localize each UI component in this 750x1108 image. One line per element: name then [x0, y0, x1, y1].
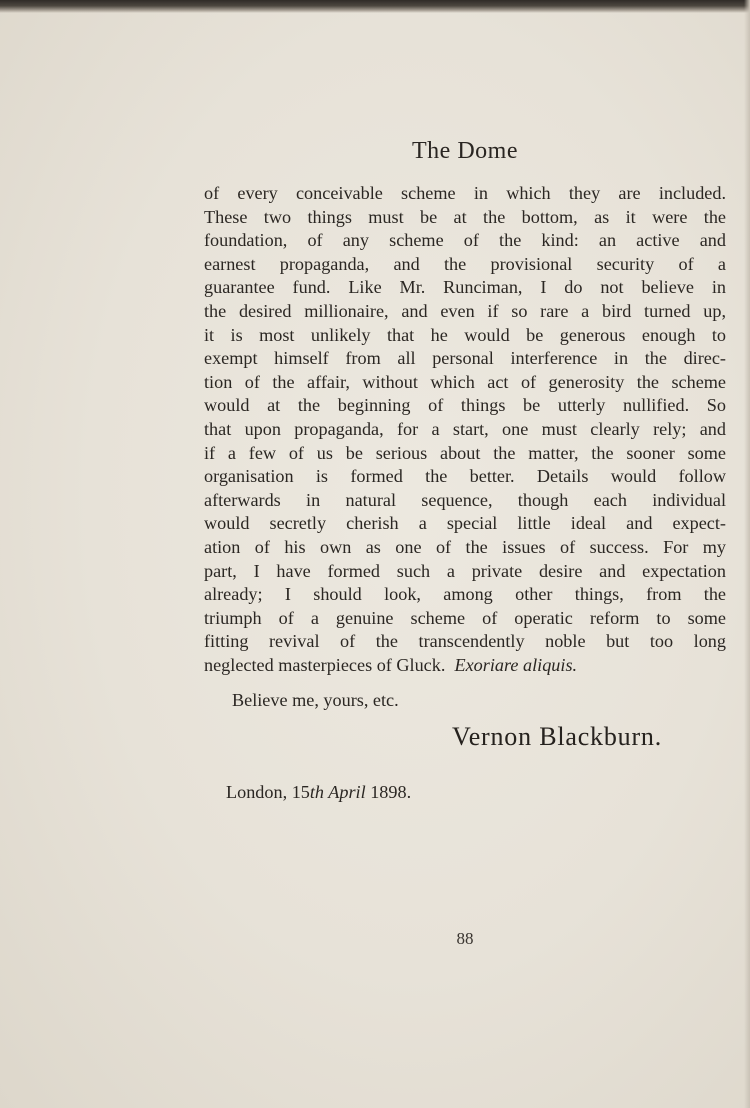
running-head: The Dome	[412, 138, 518, 164]
body-line: tion of the affair, without which act of generosity the scheme	[204, 371, 726, 392]
italic-phrase: Exoriare aliquis.	[454, 654, 578, 675]
dateline-month: th April	[309, 782, 366, 802]
letter-closing: Believe me, yours, etc.	[232, 690, 399, 710]
dateline-day: 15	[291, 782, 310, 802]
body-line: it is most unlikely that he would be generous enough to	[204, 324, 726, 345]
body-text	[204, 182, 726, 677]
dateline-year: 1898.	[370, 782, 412, 802]
body-line: ation of his own as one of the issues of success. For my	[204, 536, 726, 557]
dateline-place: London,	[226, 782, 288, 802]
body-line: would secretly cherish a special little ideal and expect-	[204, 513, 726, 534]
body-line: already; I should look, among other things, from the	[204, 584, 726, 605]
page-top-edge	[0, 0, 750, 13]
dateline	[226, 780, 411, 804]
body-line: if a few of us be serious about the matter, the sooner some	[204, 442, 726, 463]
body-line-last	[204, 654, 726, 678]
body-line: that upon propaganda, for a start, one must clearly rely; and	[204, 418, 726, 439]
signature: Vernon Blackburn.	[452, 722, 662, 751]
body-line: fitting revival of the transcendently noble but too long	[204, 631, 726, 652]
body-line-last-text: neglected masterpieces of Gluck.	[204, 654, 446, 675]
body-line: earnest propaganda, and the provisional security of a	[204, 253, 726, 274]
body-line: organisation is formed the better. Details would follow	[204, 466, 726, 487]
body-line: guarantee fund. Like Mr. Runciman, I do not believe in	[204, 277, 726, 298]
page-number: 88	[456, 929, 474, 948]
body-line: part, I have formed such a private desire and expectation	[204, 560, 726, 581]
body-line: foundation, of any scheme of the kind: an active and	[204, 230, 726, 251]
body-line: afterwards in natural sequence, though each individual	[204, 489, 726, 510]
body-line: would at the beginning of things be utterly nullified. So	[204, 395, 726, 416]
body-line: the desired millionaire, and even if so rare a bird turned up,	[204, 300, 726, 321]
body-line: of every conceivable scheme in which they are included.	[204, 183, 726, 203]
body-line: These two things must be at the bottom, as it were the	[204, 206, 726, 227]
body-line: triumph of a genuine scheme of operatic reform to some	[204, 607, 726, 628]
body-line: exempt himself from all personal interference in the direc-	[204, 348, 726, 369]
